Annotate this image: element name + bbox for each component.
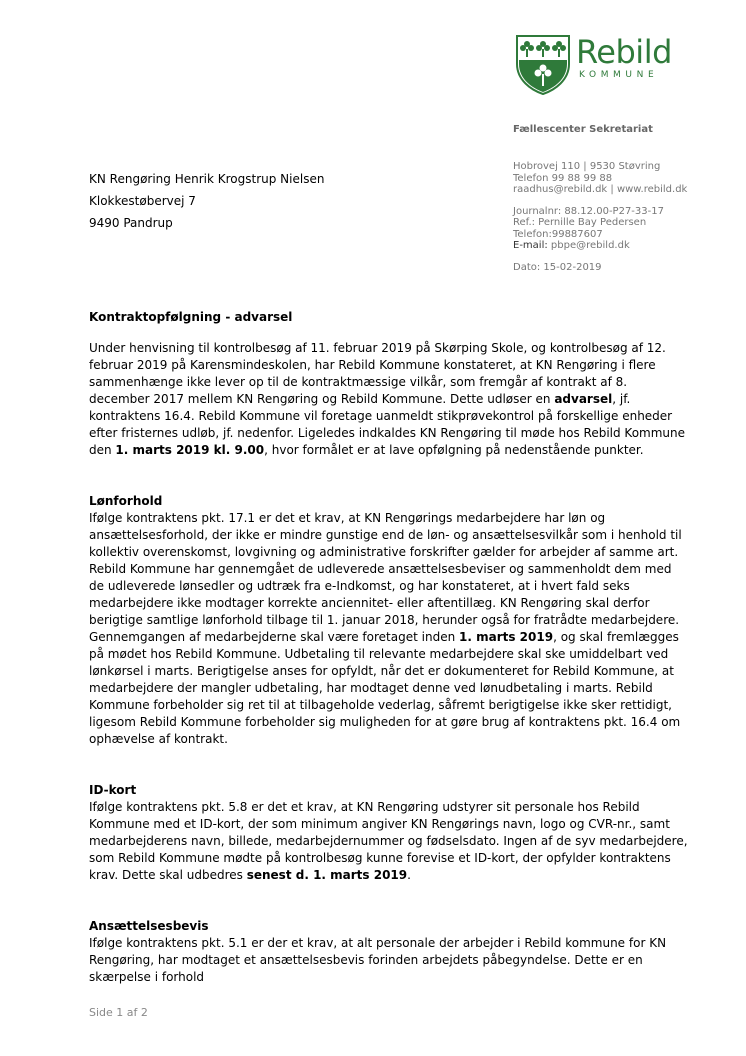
- section-id-card: [89, 782, 689, 884]
- intro-paragraph: Under henvisning til kontrolbesøg af 11. februar 2019 på Skørping Skole, og kontrolbesøg af 12. februar 2019 på Karensmindeskolen, har Rebild Kommune konstateret, at KN Rengøring i flere sammenhænge ikke lever op til de kontraktmæssige vilkår, som fremgår af kontrakt af 8. december 2017 mellem KN Rengøring og Rebild Kommune. Dette udløser en advarsel, jf. kontraktens 16.4. Rebild Kommune vil foretage uanmeldt stikprøvekontrol på forskellige enheder efter fristernes udløb, jf. nedenfor. Ligeledes indkaldes KN Rengøring til møde hos Rebild Kommune den 1. marts 2019 kl. 9.00, hvor formålet er at lave opfølgning på nedenstående punkter.: [89, 341, 686, 457]
- recipient-address: [89, 168, 324, 234]
- reference-phone: Telefon:99887607: [513, 228, 603, 240]
- section-salary: [89, 493, 689, 748]
- section-text: Ifølge kontraktens pkt. 17.1 er det et krav, at KN Rengørings medarbejdere har løn og ansættelsesforhold, der ikke er mindre gunstige end de løn- og ansættelsesvilkår som i henhold til kollektiv overenskomst, lovgivning og administrative forskrifter gælder for arbejder af samme art. Rebild Kommune har gennemgået de udleverede ansættelsesbeviser og sammenholdt dem med de udleverede lønsedler og udtræk fra e-Indkomst, og har konstateret, at i hvert fald seks medarbejdere ikke modtager korrekte anciennitet- eller aftentillæg. KN Rengøring skal derfor berigtige samtlige lønforhold tilbage til 1. januar 2018, herunder også for fratrådte medarbejdere. Gennemgangen af medarbejderne skal være foretaget inden 1. marts 2019, og skal fremlægges på mødet hos Rebild Kommune. Udbetaling til relevante medarbejdere skal ske umiddelbart ved lønkørsel i marts. Berigtigelse anses for opfyldt, når det er dokumenteret for Rebild Kommune, at medarbejdere der mangler udbetaling, har modtaget denne ved lønudbetaling i marts. Rebild Kommune forbeholder sig ret til at tilbageholde vederlag, såfremt berigtigelse ikke sker rettidigt, ligesom Rebild Kommune forbeholder sig muligheden for at gøre brug af kontraktens pkt. 16.4 om ophævelse af kontrakt.: [89, 511, 682, 746]
- section-heading: Lønforhold: [89, 494, 163, 508]
- coat-of-arms-icon: [515, 34, 571, 96]
- logo-wordmark: Rebild: [576, 33, 672, 71]
- journal-number: Journalnr: 88.12.00-P27-33-17: [513, 205, 664, 217]
- sender-department: Fællescenter Sekretariat: [513, 124, 653, 135]
- letter-subject: Kontraktopfølgning - advarsel: [89, 310, 293, 324]
- section-text: Ifølge kontraktens pkt. 5.1 er der et krav, at alt personale der arbejder i Rebild kommune for KN Rengøring, har modtaget et ansættelsesbevis forinden arbejdets påbegyndelse. Dette er en skærpelse i forhold: [89, 936, 667, 984]
- email-label: E-mail:: [513, 240, 548, 251]
- rebild-logo: [515, 34, 685, 96]
- page-number: Side 1 af 2: [89, 1006, 148, 1019]
- letter-body: [89, 309, 689, 1020]
- section-heading: Ansættelsesbevis: [89, 919, 209, 933]
- sender-address: Hobrovej 110 | 9530 Støvring: [513, 161, 661, 172]
- section-heading: ID-kort: [89, 783, 137, 797]
- sender-phone: Telefon 99 88 99 88: [513, 172, 613, 184]
- section-employment-contract: [89, 918, 689, 986]
- recipient-street: Klokkestøbervej 7: [89, 194, 196, 208]
- sender-block: [513, 124, 733, 273]
- letter-date: Dato: 15-02-2019: [513, 261, 602, 273]
- email-address: pbpe@rebild.dk: [550, 240, 630, 251]
- reference: Ref.: Pernille Bay Pedersen: [513, 217, 647, 228]
- logo-subtitle: KOMMUNE: [579, 70, 659, 80]
- recipient-name: KN Rengøring Henrik Krogstrup Nielsen: [89, 172, 325, 186]
- recipient-city: 9490 Pandrup: [89, 216, 173, 230]
- reference-email: [513, 240, 733, 252]
- section-text: Ifølge kontraktens pkt. 5.8 er det et krav, at KN Rengøring udstyrer sit personale hos Rebild Kommune med et ID-kort, der som minimum angiver KN Rengørings navn, logo og CVR-nr., samt medarbejderens navn, billede, medarbejdernummer og fødselsdato. Ingen af de syv medarbejdere, som Rebild Kommune mødte på kontrolbesøg kunne forevise et ID-kort, der opfylder kontraktens krav. Dette skal udbedres senest d. 1. marts 2019.: [89, 800, 688, 882]
- sender-web: raadhus@rebild.dk | www.rebild.dk: [513, 184, 688, 195]
